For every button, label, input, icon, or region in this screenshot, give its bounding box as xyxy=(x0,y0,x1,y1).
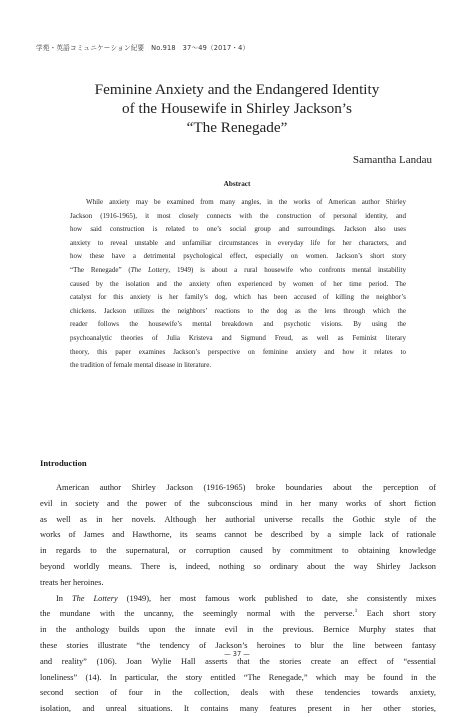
body-line: these stories illustrate “the tendency of Jackson’s heroines to blur the line between fantasy xyxy=(40,640,436,650)
body-line: treats her heroines. xyxy=(40,577,104,587)
abstract-line: how these have a detrimental psychological effect, especially on women. Jackson’s short story xyxy=(70,252,406,261)
body-line-end: Each short story xyxy=(357,609,436,619)
abstract-book-title: The Lottery xyxy=(130,265,169,274)
book-title-the-lottery: The Lottery xyxy=(71,593,118,603)
abstract-line: anxiety to reveal unstable and unfamiliar circumstances in everyday life for her characters, and xyxy=(70,238,406,247)
body-line: isolation, and unreal situations. It contains many features present in her other stories, xyxy=(40,704,436,714)
body-line: loneliness” (14). In particular, the story entitled “The Renegade,” which may be found in the xyxy=(40,672,436,682)
title-line-2: of the Housewife in Shirley Jackson’s xyxy=(122,100,352,117)
body-line-start: the mundane with the uncanny, the seemingly normal with the perverse. xyxy=(40,609,355,619)
body-line: second section of four in the collection, deals with these tendencies towards anxiety, xyxy=(40,688,436,698)
abstract-line: Jackson (1916-1965), it most closely connects with the construction of personal identity, and xyxy=(70,211,406,220)
abstract-line xyxy=(70,264,406,278)
body-line: works of James and Hawthorne, its seams cannot be described by a simple lack of rationale xyxy=(40,530,436,540)
body-line: as well as in her novels. Although her authorial universe recalls the Gothic style of the xyxy=(40,514,436,524)
body-line: beyond worldly means. There is, indeed, nothing so ordinary about the way Shirley Jackson xyxy=(40,561,436,571)
author-name: Samantha Landau xyxy=(352,154,432,166)
abstract-heading: Abstract xyxy=(223,180,251,188)
footnote-mark[interactable]: 1 xyxy=(354,608,358,615)
running-header: 学苑・英語コミュニケーション紀要 No.918 37〜49（2017・4） xyxy=(36,44,250,52)
abstract-line: reader follows the housewife’s mental breakdown and psychotic visions. By using the xyxy=(70,320,406,329)
body-line-end: (1949), her most famous work published to date, she consistently mixes xyxy=(117,593,436,603)
body-line: American author Shirley Jackson (1916-1965) broke boundaries about the perception of xyxy=(56,483,436,492)
body-line-start: In xyxy=(56,593,72,603)
abstract-line: how said construction is related to one’s social group and surroundings. Jackson also uses xyxy=(70,225,406,234)
abstract-line-start: “The Renegade” ( xyxy=(70,265,131,274)
introduction-body xyxy=(40,480,436,717)
body-line: evil in society and the power of the subconscious mind in her many works of short fiction xyxy=(40,498,436,508)
body-line: in the anthology builds upon the innate evil in the previous. Bernice Murphy states that xyxy=(40,625,436,635)
abstract-line: the tradition of female mental disease in literature. xyxy=(70,361,212,370)
body-line xyxy=(40,591,436,607)
abstract-line: While anxiety may be examined from many angles, in the works of American author Shirley xyxy=(86,198,406,206)
abstract-line-end: , 1949) is about a rural housewife who confronts mental instability xyxy=(168,265,406,274)
abstract-line: psychoanalytic theories of Julia Kristeva and Sigmund Freud, as well as Feminist literary xyxy=(70,333,406,342)
body-line: and reality” (106). Joan Wylie Hall asserts that the stories create an effect of “essential xyxy=(40,656,436,666)
abstract-line: theory, this paper examines Jackson’s perspective on feminine anxiety and how it relates to xyxy=(70,347,406,356)
title-line-3: “The Renegade” xyxy=(186,119,288,136)
abstract-body xyxy=(70,196,406,373)
page-number: — 37 — xyxy=(224,650,250,658)
body-line xyxy=(40,606,436,622)
section-heading-introduction: Introduction xyxy=(40,458,87,468)
title-line-1: Feminine Anxiety and the Endangered Identity xyxy=(94,81,380,98)
body-line: in regards to the supernatural, or corruption caused by commitment to obtaining knowledge xyxy=(40,546,436,556)
abstract-line: caused by the isolation and the anxiety often experienced by women of her time period. The xyxy=(70,279,406,288)
abstract-line: catalyst for this anxiety is her family’s dog, which has been accused of killing the neighbor’s xyxy=(70,293,406,302)
abstract-line: chickens. Jackson utilizes the neighbors’ reactions to the dog as the lens through which the xyxy=(70,306,406,315)
paper-title xyxy=(40,80,434,137)
